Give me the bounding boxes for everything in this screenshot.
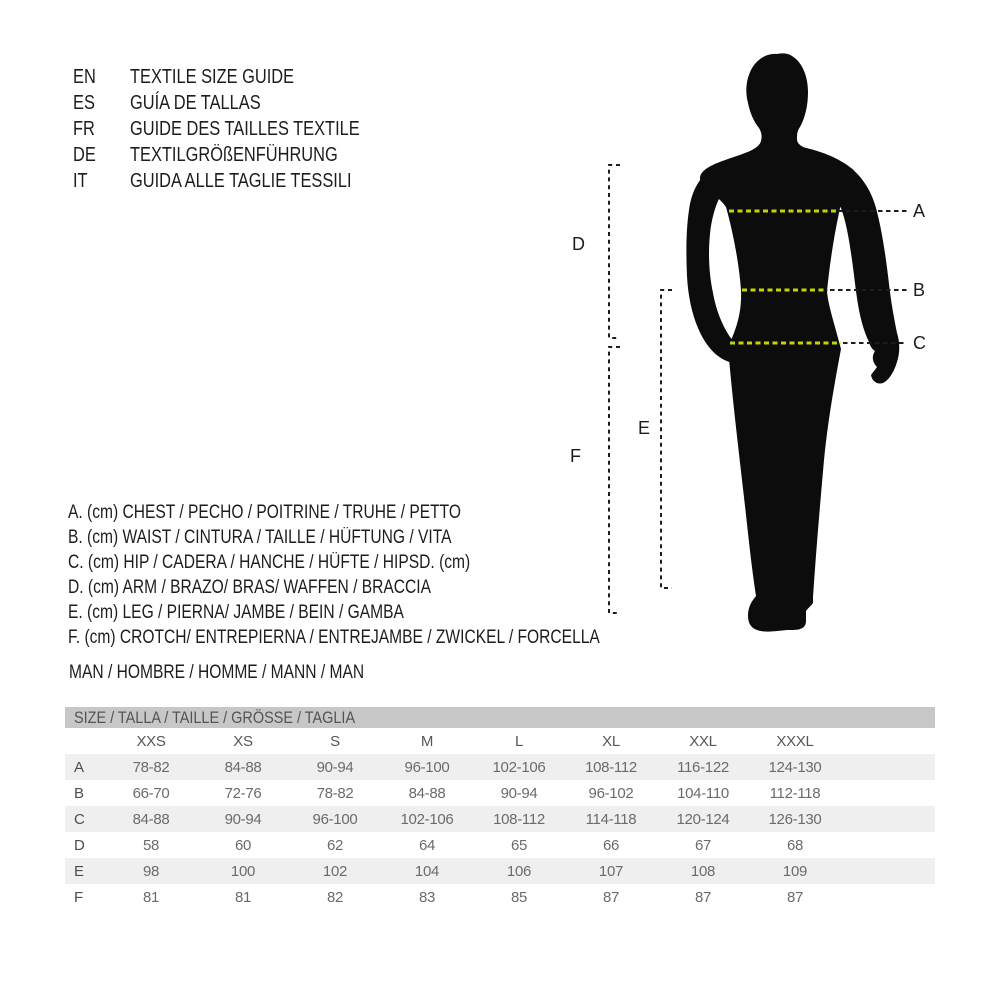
size-table: [65, 707, 935, 910]
size-value-cell: 87: [694, 888, 712, 906]
language-row: [73, 90, 410, 116]
language-row: [73, 142, 410, 168]
size-value-cell: 78-82: [132, 758, 170, 776]
language-code: ES: [73, 92, 95, 114]
size-value-cell: 84-88: [408, 784, 446, 802]
chest-label: A: [913, 201, 926, 221]
size-value-cell: 64: [418, 836, 436, 854]
category-text: MAN / HOMBRE / HOMME / MANN / MAN: [69, 662, 365, 683]
size-value-cell: 106: [506, 862, 532, 880]
size-value-cell: 100: [230, 862, 256, 880]
measurement-item: [68, 575, 717, 600]
language-row: [73, 168, 410, 194]
category-title: [69, 662, 429, 684]
guide-title: TEXTILGRÖßENFÜHRUNG: [130, 144, 338, 166]
filler-cell: [841, 806, 935, 832]
row-label: F: [74, 888, 83, 906]
size-value-cell: 102: [322, 862, 348, 880]
size-value-cell: 90-94: [316, 758, 354, 776]
size-col-header: XL: [602, 732, 620, 750]
size-value-cell: 66-70: [132, 784, 170, 802]
size-value-cell: 120-124: [676, 810, 730, 828]
size-table-header-bar: [65, 707, 935, 728]
size-value-cell: 107: [598, 862, 624, 880]
language-title-list: [73, 64, 410, 194]
measurement-text: B. (cm) WAIST / CINTURA / TAILLE / HÜFTUNG / VITA: [68, 527, 452, 548]
arm-label: D: [572, 234, 585, 254]
size-value-cell: 87: [602, 888, 620, 906]
size-value-cell: 66: [602, 836, 620, 854]
size-value-cell: 72-76: [224, 784, 262, 802]
size-value-cell: 87: [786, 888, 804, 906]
size-value-cell: 124-130: [768, 758, 822, 776]
language-row: [73, 116, 410, 142]
guide-title: GUIDA ALLE TAGLIE TESSILI: [130, 170, 352, 192]
size-col-header: XXS: [136, 732, 166, 750]
measurement-item: [68, 500, 717, 525]
size-value-cell: 98: [142, 862, 160, 880]
size-value-cell: 85: [510, 888, 528, 906]
size-value-cell: 126-130: [768, 810, 822, 828]
size-value-cell: 58: [142, 836, 160, 854]
measurement-item: [68, 550, 717, 575]
size-value-cell: 62: [326, 836, 344, 854]
measurement-text: E. (cm) LEG / PIERNA/ JAMBE / BEIN / GAMBA: [68, 602, 404, 623]
size-col-header: XS: [233, 732, 253, 750]
size-value-cell: 96-100: [312, 810, 358, 828]
size-col-header: XXXL: [776, 732, 814, 750]
size-value-cell: 90-94: [500, 784, 538, 802]
size-table-header-text: SIZE / TALLA / TAILLE / GRÖSSE / TAGLIA: [74, 708, 356, 727]
crotch-label: F: [570, 446, 581, 466]
size-col-header: L: [514, 732, 524, 750]
guide-title: GUÍA DE TALLAS: [130, 92, 261, 114]
measurement-text: F. (cm) CROTCH/ ENTREPIERNA / ENTREJAMBE / ZWICKEL / FORCELLA: [68, 627, 600, 648]
table-row: [65, 806, 935, 832]
language-code: DE: [73, 144, 96, 166]
size-value-cell: 109: [782, 862, 808, 880]
filler-cell: [841, 754, 935, 780]
measurement-text: A. (cm) CHEST / PECHO / POITRINE / TRUHE / PETTO: [68, 502, 462, 523]
leg-label: E: [638, 418, 651, 438]
filler-cell: [841, 780, 935, 806]
size-value-cell: 60: [234, 836, 252, 854]
size-col-header: M: [420, 732, 434, 750]
size-value-cell: 84-88: [224, 758, 262, 776]
hip-label: C: [913, 333, 926, 353]
size-table-grid: [65, 728, 935, 910]
size-value-cell: 114-118: [585, 810, 637, 828]
row-label: C: [74, 810, 85, 828]
table-row: [65, 832, 935, 858]
size-value-cell: 112-118: [769, 784, 821, 802]
table-row: [65, 780, 935, 806]
measurement-legend: [68, 500, 717, 650]
size-value-cell: 108-112: [585, 758, 637, 776]
guide-title: GUIDE DES TAILLES TEXTILE: [130, 118, 360, 140]
size-value-cell: 84-88: [132, 810, 170, 828]
guide-title: TEXTILE SIZE GUIDE: [130, 66, 295, 88]
size-value-cell: 108-112: [493, 810, 545, 828]
filler-cell: [841, 884, 935, 910]
table-row: [65, 884, 935, 910]
size-value-cell: 90-94: [224, 810, 262, 828]
size-value-cell: 108: [690, 862, 716, 880]
language-code: IT: [73, 170, 88, 192]
filler-cell: [841, 858, 935, 884]
size-value-cell: 102-106: [400, 810, 454, 828]
size-value-cell: 102-106: [492, 758, 546, 776]
language-row: [73, 64, 410, 90]
size-header-row: [65, 728, 935, 754]
language-code: EN: [73, 66, 96, 88]
size-value-cell: 96-100: [404, 758, 450, 776]
language-code: FR: [73, 118, 95, 140]
size-value-cell: 81: [142, 888, 160, 906]
size-value-cell: 78-82: [316, 784, 354, 802]
table-row: [65, 858, 935, 884]
measurement-text: D. (cm) ARM / BRAZO/ BRAS/ WAFFEN / BRACCIA: [68, 577, 431, 598]
size-value-cell: 81: [234, 888, 252, 906]
size-value-cell: 65: [510, 836, 528, 854]
row-label: D: [74, 836, 85, 854]
waist-label: B: [913, 280, 926, 300]
size-value-cell: 104: [414, 862, 440, 880]
filler-cell: [841, 728, 935, 754]
measurement-item: [68, 625, 717, 650]
arm-bracket: [609, 165, 620, 338]
measurement-text: C. (cm) HIP / CADERA / HANCHE / HÜFTE / HIPSD. (cm): [68, 552, 471, 573]
measurement-item: [68, 600, 717, 625]
size-value-cell: 68: [786, 836, 804, 854]
corner-cell: [65, 728, 105, 754]
row-label: A: [74, 758, 84, 776]
table-row: [65, 754, 935, 780]
size-value-cell: 96-102: [588, 784, 634, 802]
filler-cell: [841, 832, 935, 858]
size-value-cell: 104-110: [677, 784, 729, 802]
size-value-cell: 67: [694, 836, 712, 854]
size-value-cell: 116-122: [677, 758, 729, 776]
row-label: E: [74, 862, 84, 880]
measurement-item: [68, 525, 717, 550]
size-col-header: S: [330, 732, 340, 750]
size-col-header: XXL: [689, 732, 717, 750]
row-label: B: [74, 784, 84, 802]
size-value-cell: 83: [418, 888, 436, 906]
size-value-cell: 82: [326, 888, 344, 906]
